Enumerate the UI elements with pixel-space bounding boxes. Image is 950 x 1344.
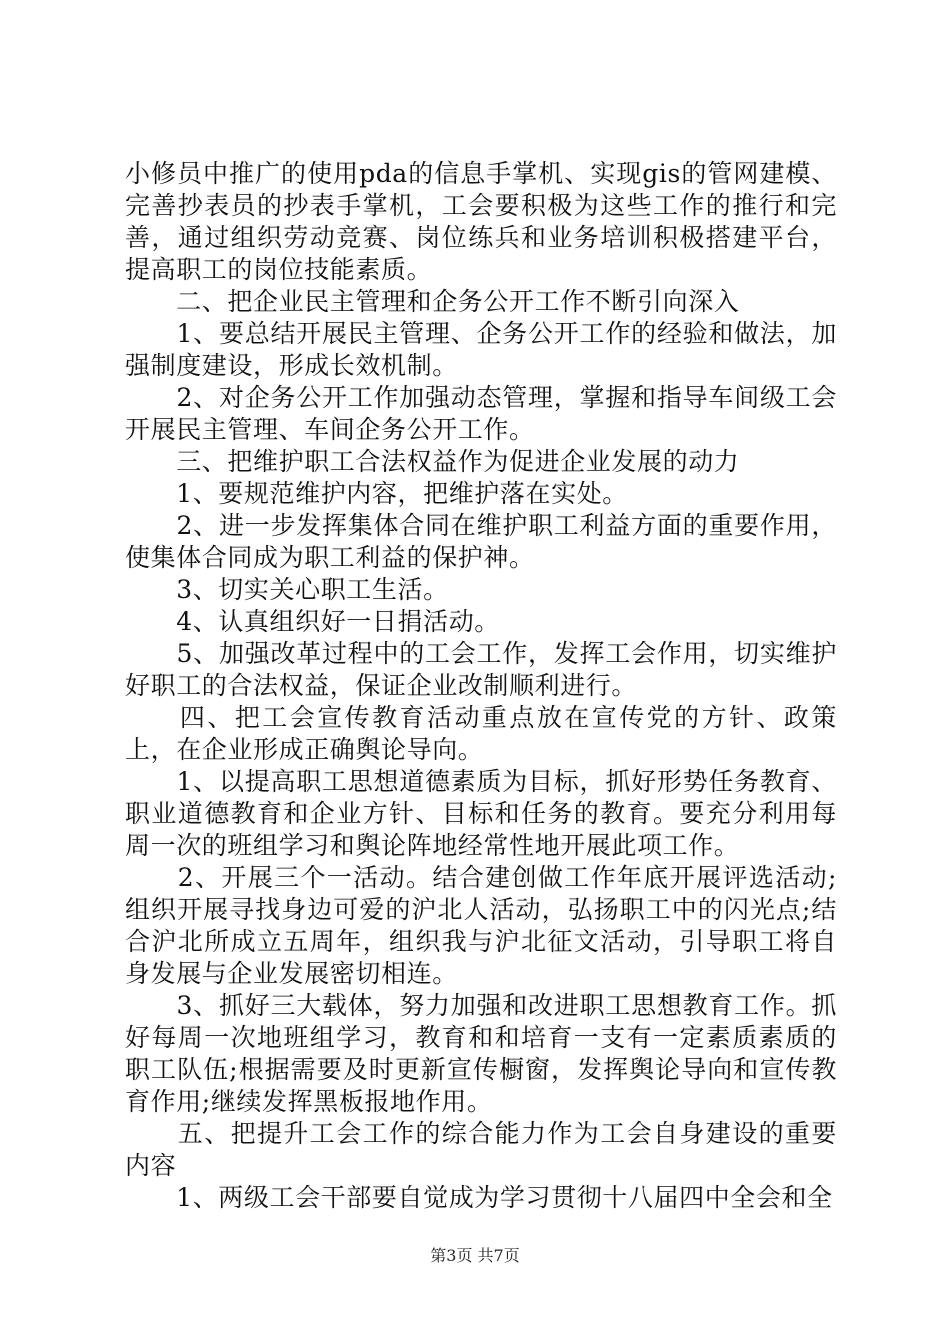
paragraph: 3、抓好三大载体，努力加强和改进职工思想教育工作。抓好每周一次地班组学习，教育和和培育一支有一定素质素质的职工队伍;根据需要及时更新宣传橱窗，发挥舆论导向和宣传教育作用;继续发挥黑板报地作用。 (125, 991, 837, 1116)
paragraph: 2、对企务公开工作加强动态管理，掌握和指导车间级工会开展民主管理、车间企务公开工作。 (125, 383, 837, 444)
paragraph: 4、认真组织好一日捐活动。 (125, 607, 500, 636)
paragraph: 1、以提高职工思想道德素质为目标，抓好形势任务教育、职业道德教育和企业方针、目标和任务的教育。要充分利用每周一次的班组学习和舆论阵地经常性地开展此项工作。 (125, 767, 837, 860)
paragraph: 2、进一步发挥集体合同在维护职工利益方面的重要作用，使集体合同成为职工利益的保护神。 (125, 511, 837, 572)
paragraph: 1、要总结开展民主管理、企务公开工作的经验和做法，加强制度建设，形成长效机制。 (125, 319, 837, 380)
document-body (125, 158, 837, 1214)
section-heading: 四、把工会宣传教育活动重点放在宣传党的方针、政策上，在企业形成正确舆论导向。 (125, 703, 837, 764)
paragraph: 1、要规范维护内容，把维护落在实处。 (125, 479, 628, 508)
paragraph: 5、加强改革过程中的工会工作，发挥工会作用，切实维护好职工的合法权益，保证企业改制顺利进行。 (125, 639, 837, 700)
section-heading: 五、把提升工会工作的综合能力作为工会自身建设的重要内容 (125, 1119, 837, 1180)
paragraph: 3、切实关心职工生活。 (125, 575, 449, 604)
section-heading: 三、把维护职工合法权益作为促进企业发展的动力 (125, 447, 740, 476)
page-number-footer: 第3页 共7页 (430, 1246, 520, 1265)
paragraph: 小修员中推广的使用pda的信息手掌机、实现gis的管网建模、完善抄表员的抄表手掌机，工会要积极为这些工作的推行和完善，通过组织劳动竞赛、岗位练兵和业务培训积极搭建平台，提高职工的岗位技能素质。 (125, 159, 837, 284)
section-heading: 二、把企业民主管理和企务公开工作不断引向深入 (125, 287, 740, 316)
paragraph: 2、开展三个一活动。结合建创做工作年底开展评选活动;组织开展寻找身边可爱的沪北人活动，弘扬职工中的闪光点;结合沪北所成立五周年，组织我与沪北征文活动，引导职工将自身发展与企业发展密切相连。 (125, 863, 837, 988)
paragraph: 1、两级工会干部要自觉成为学习贯彻十八届四中全会和全 (125, 1183, 833, 1212)
